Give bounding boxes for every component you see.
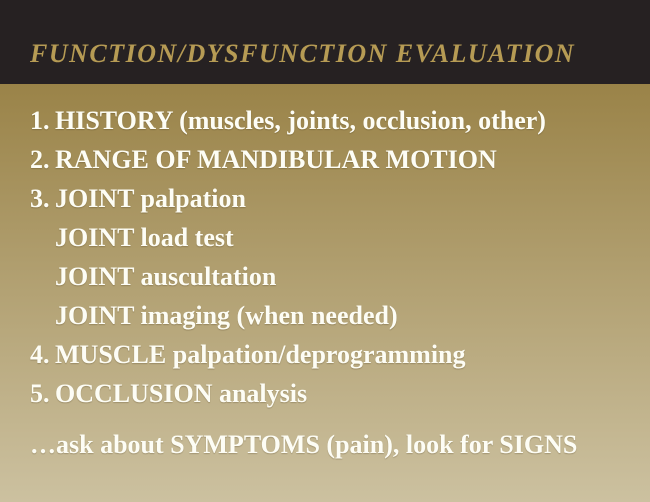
item-text: MUSCLE palpation/deprogramming — [55, 340, 466, 369]
footer-note: …ask about SYMPTOMS (pain), look for SIGNS — [30, 430, 578, 459]
item-number — [30, 257, 55, 296]
item-text: JOINT palpation — [55, 184, 246, 213]
list-item-sub — [0, 296, 650, 335]
item-text: OCCLUSION analysis — [55, 379, 308, 408]
slide-header — [0, 0, 650, 84]
item-number: 4. — [30, 340, 50, 369]
item-text: HISTORY (muscles, joints, occlusion, other) — [55, 106, 546, 135]
item-text: JOINT load test — [55, 223, 234, 252]
item-text: JOINT auscultation — [55, 262, 277, 291]
list-item — [0, 179, 650, 218]
list-item-sub — [0, 257, 650, 296]
item-number — [30, 218, 55, 257]
list-item — [0, 374, 650, 413]
item-text: RANGE OF MANDIBULAR MOTION — [55, 145, 497, 174]
item-number: 3. — [30, 184, 50, 213]
item-number: 1. — [30, 106, 50, 135]
list-item — [0, 335, 650, 374]
list-item-sub — [0, 218, 650, 257]
slide-title: FUNCTION/DYSFUNCTION EVALUATION — [30, 39, 576, 68]
item-number — [30, 296, 55, 335]
item-text: JOINT imaging (when needed) — [55, 301, 398, 330]
item-number: 5. — [30, 379, 50, 408]
slide-body — [0, 84, 650, 502]
item-number: 2. — [30, 145, 50, 174]
list-item — [0, 101, 650, 140]
list-item — [0, 140, 650, 179]
